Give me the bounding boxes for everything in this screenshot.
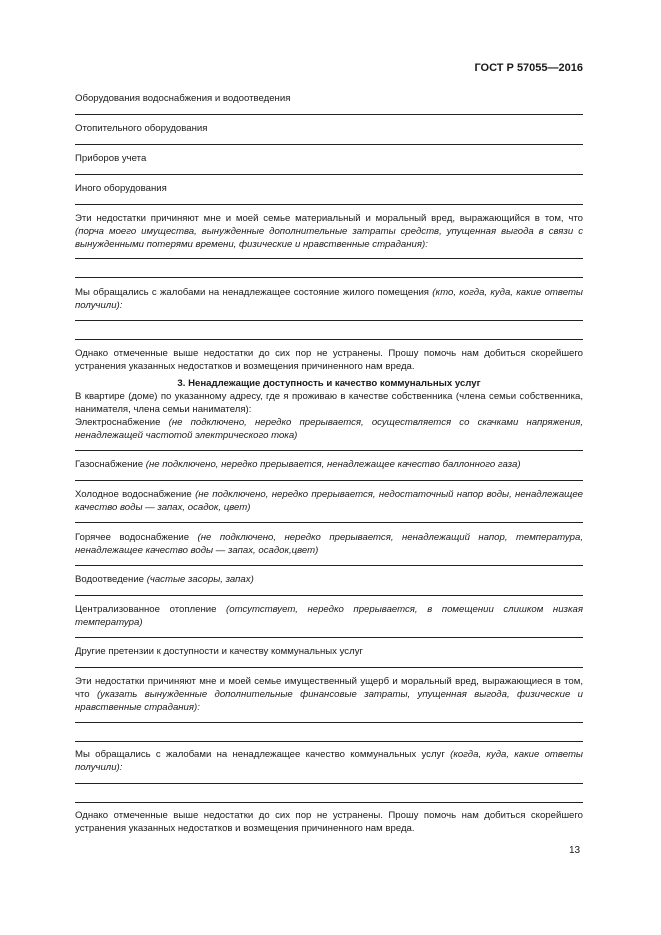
fill-line [75,114,583,115]
utility-label: Централизованное отопление [75,604,217,615]
utility-hint: (не подключено, нередко прерывается, недостаточный напор воды, ненадлежащее качество воды — запах, осадок, цвет) [75,489,583,513]
fill-line [75,174,583,175]
utility-label: Горячее водоснабжение [75,532,190,543]
utility-hint: (не подключено, нередко прерывается, ненадлежащий напор, температура, ненадлежащее качество воды — запах, осадок,цвет) [75,532,583,556]
utility-heating [75,603,583,629]
fill-line [75,144,583,145]
section-3-title: 3. Ненадлежащие доступность и качество коммунальных услуг [177,378,481,389]
fill-line [75,339,583,340]
paragraph-complaint-housing-hint: (кто, когда, куда, какие ответы получили): [75,287,583,311]
fill-line [75,450,583,451]
item-heating-equipment: Отопительного оборудования [75,123,208,134]
utility-hint: (не подключено, нередко прерывается, осуществляется со скачками напряжения, ненадлежащей частотой электрического тока) [75,417,583,441]
paragraph-damage [75,212,583,251]
utility-electricity [75,416,583,442]
utility-sewerage [75,573,583,586]
utility-hint: (отсутствует, нередко прерывается, в помещении слишком низкая температура) [75,604,583,628]
fill-line [75,565,583,566]
utility-label: Водоотведение [75,574,145,585]
paragraph-damage-2-hint: (указать вынужденные дополнительные финансовые затраты, упущенная выгода, физические и нравственные страдания): [75,689,583,713]
fill-line [75,522,583,523]
item-other-equipment: Иного оборудования [75,183,167,194]
item-meters: Приборов учета [75,153,147,164]
section-3-intro: В квартире (доме) по указанному адресу, где я проживаю в качестве собственника (члена семьи собственника, нанимателя, члена семьи нанимателя): [75,391,583,415]
paragraph-unresolved-1: Однако отмеченные выше недостатки до сих пор не устранены. Прошу помочь нам добиться скорейшего устранения указанных недостатков и возмещения причиненного нам вреда. [75,348,583,372]
utility-gas [75,458,583,471]
fill-line [75,480,583,481]
utility-cold-water [75,488,583,514]
paragraph-damage-2-text: Эти недостатки причиняют мне и моей семье имущественный ущерб и моральный вред, выражающиеся в том, что [75,676,583,700]
fill-line [75,741,583,742]
utility-other [75,645,583,658]
utility-hint: (частые засоры, запах) [146,574,254,585]
paragraph-unresolved-2: Однако отмеченные выше недостатки до сих пор не устранены. Прошу помочь нам добиться скорейшего устранения указанных недостатков и возмещения причиненного нам вреда. [75,810,583,834]
fill-line [75,204,583,205]
paragraph-damage-hint: (порча моего имущества, вынужденные дополнительные затраты средств, упущенная выгода в связи с вынужденными потерями времени, физические и нравственные страдания): [75,226,583,250]
fill-line [75,802,583,803]
paragraph-complaint-utilities-text: Мы обращались с жалобами на ненадлежащее качество коммунальных услуг [75,749,445,760]
paragraph-complaint-housing-text: Мы обращались с жалобами на ненадлежащее состояние жилого помещения [75,287,429,298]
fill-line [75,637,583,638]
paragraph-complaint-housing [75,286,583,312]
paragraph-complaint-utilities-hint: (когда, куда, какие ответы получили): [75,749,583,773]
fill-line [75,258,583,259]
fill-line [75,667,583,668]
paragraph-damage-text: Эти недостатки причиняют мне и моей семье материальный и моральный вред, выражающийся в том, что [75,213,583,224]
fill-line [75,722,583,723]
item-water-equipment: Оборудования водоснабжения и водоотведения [75,93,291,104]
fill-line [75,783,583,784]
utility-label: Газоснабжение [75,459,144,470]
fill-line [75,277,583,278]
fill-line [75,320,583,321]
utility-label: Электроснабжение [75,417,161,428]
paragraph-damage-2 [75,675,583,714]
document-code: ГОСТ Р 57055—2016 [474,62,583,74]
fill-line [75,595,583,596]
utility-hot-water [75,531,583,557]
utility-label: Другие претензии к доступности и качеству коммунальных услуг [75,646,363,657]
utility-hint: (не подключено, нередко прерывается, ненадлежащее качество баллонного газа) [145,459,521,470]
paragraph-complaint-utilities [75,748,583,774]
page-number: 13 [569,845,581,856]
utility-label: Холодное водоснабжение [75,489,192,500]
